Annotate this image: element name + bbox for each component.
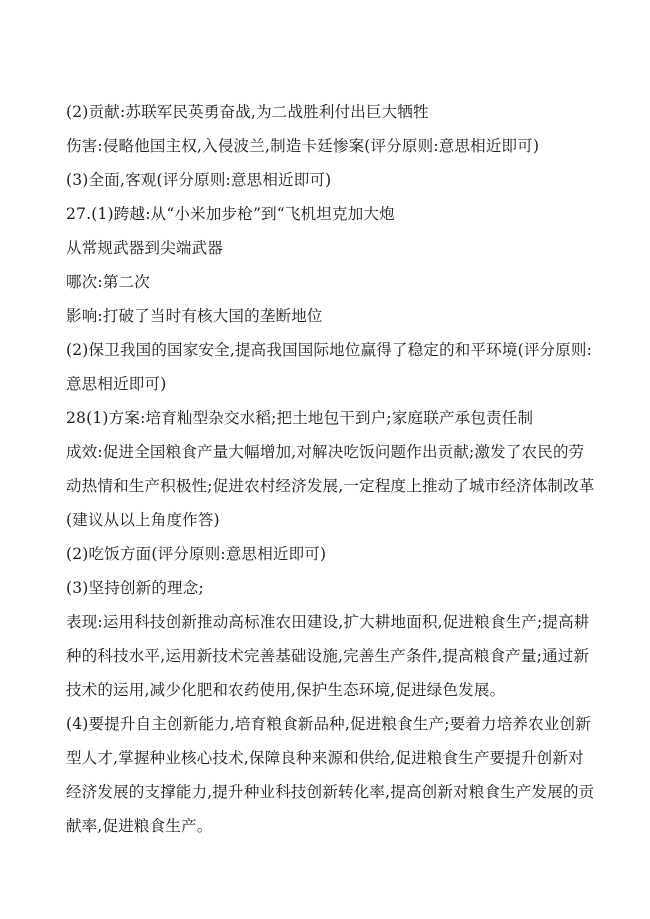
- text-line: (2)贡献:苏联军民英勇奋战,为二战胜利付出巨大牺牲: [66, 103, 429, 121]
- text-line: 27.(1)跨越:从“小米加步枪”到“飞机坦克加大炮: [66, 205, 395, 223]
- text-line: 28(1)方案:培育籼型杂交水稻;把土地包干到户;家庭联产承包责任制: [66, 409, 534, 427]
- text-line: 技术的运用,减少化肥和农药使用,保护生态环境,促进绿色发展。: [66, 681, 506, 699]
- text-line: 哪次:第二次: [66, 273, 150, 291]
- text-line: (2)吃饭方面(评分原则:意思相近即可): [66, 545, 327, 563]
- text-line: 表现:运用科技创新推动高标准农田建设,扩大耕地面积,促进粮食生产;提高耕: [66, 613, 590, 631]
- text-line: (3)坚持创新的理念;: [66, 579, 204, 597]
- text-line: 献率,促进粮食生产。: [66, 817, 213, 835]
- text-line: (3)全面,客观(评分原则:意思相近即可): [66, 171, 332, 189]
- text-line: 影响:打破了当时有核大国的垄断地位: [66, 307, 323, 325]
- text-line: 型人才,掌握种业核心技术,保障良种来源和供给,促进粮食生产要提升创新对: [66, 749, 584, 767]
- text-line: 种的科技水平,运用新技术完善基础设施,完善生产条件,提高粮食产量;通过新: [66, 647, 590, 665]
- text-line: 意思相近即可): [66, 375, 167, 393]
- text-line: 经济发展的支撑能力,提升种业科技创新转化率,提高创新对粮食生产发展的贡: [66, 783, 595, 801]
- text-line: (2)保卫我国的国家安全,提高我国国际地位赢得了稳定的和平环境(评分原则:: [66, 341, 593, 359]
- text-line: 从常规武器到尖端武器: [66, 239, 224, 257]
- text-line: (建议从以上角度作答): [66, 511, 220, 529]
- text-line: 伤害:侵略他国主权,入侵波兰,制造卡廷惨案(评分原则:意思相近即可): [66, 137, 540, 155]
- text-line: (4)要提升自主创新能力,培育粮食新品种,促进粮食生产;要着力培养农业创新: [66, 715, 591, 733]
- text-line: 成效:促进全国粮食产量大幅增加,对解决吃饭问题作出贡献;激发了农民的劳: [66, 443, 585, 461]
- text-line: 动热情和生产积极性;促进农村经济发展,一定程度上推动了城市经济体制改革: [66, 477, 595, 495]
